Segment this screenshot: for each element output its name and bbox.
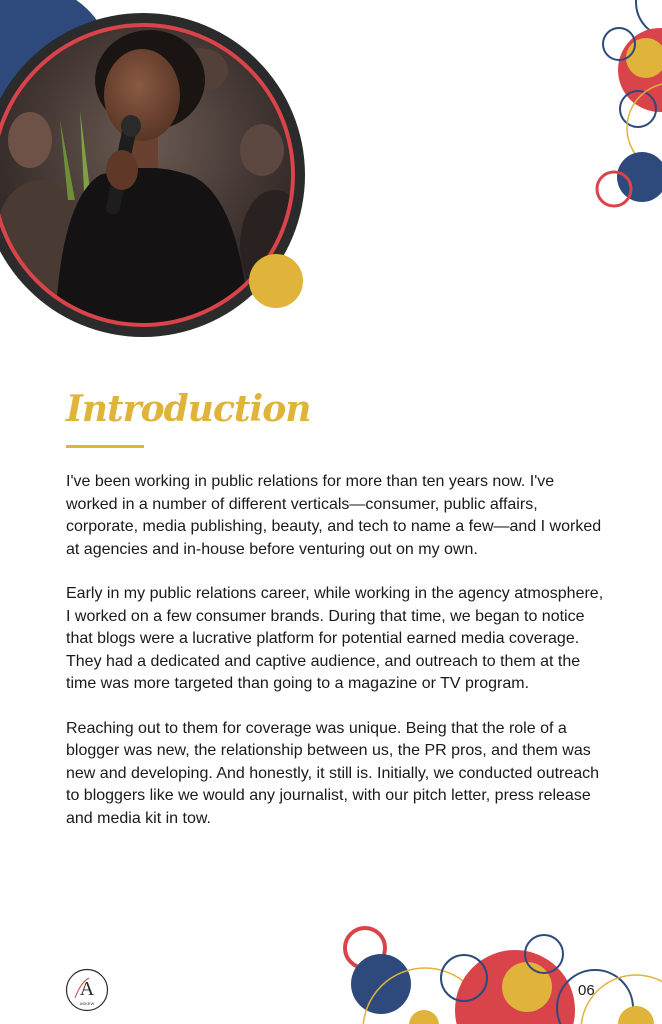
deco-gold-circle-bottom-right <box>618 1006 654 1024</box>
page-number: 06 <box>578 982 595 999</box>
heading-underline <box>66 445 144 448</box>
deco-navy-circle-bottom <box>351 954 411 1014</box>
deco-gold-circle-bottom <box>502 962 552 1012</box>
deco-gold-circle-bottom-small <box>409 1010 439 1024</box>
logo-letter: A <box>79 978 95 1000</box>
speaker-photo <box>0 0 662 360</box>
paragraph: Reaching out to them for coverage was unique. Being that the role of a blogger was new, the relationship between us, the PR pros, and them was new and developing. And honestly, it still is. Initially, we conducted outreach to bloggers like we would any journalist, with our pitch letter, press release and media kit in tow. <box>66 719 600 827</box>
paragraph: Early in my public relations career, while working in the agency atmosphere, I worked on a few consumer brands. During that time, we began to notice that blogs were a lucrative platform for potential earned media coverage. They had a dedicated and captive audience, and outreach to them at the time was more targeted than going to a magazine or TV program. <box>66 585 604 692</box>
section-heading: Introduction <box>66 388 311 430</box>
brand-logo <box>65 968 109 1012</box>
photo-gold-accent-circle <box>249 254 303 308</box>
paragraph: I've been working in public relations for more than ten years now. I've worked in a number of different verticals—consumer, public affairs, corporate, media publishing, beauty, and tech to name a few—and I worked at agencies and in-house before venturing out on my own. <box>66 473 602 558</box>
logo-subtext: ASKEW <box>79 1001 95 1006</box>
body-text <box>66 471 606 852</box>
